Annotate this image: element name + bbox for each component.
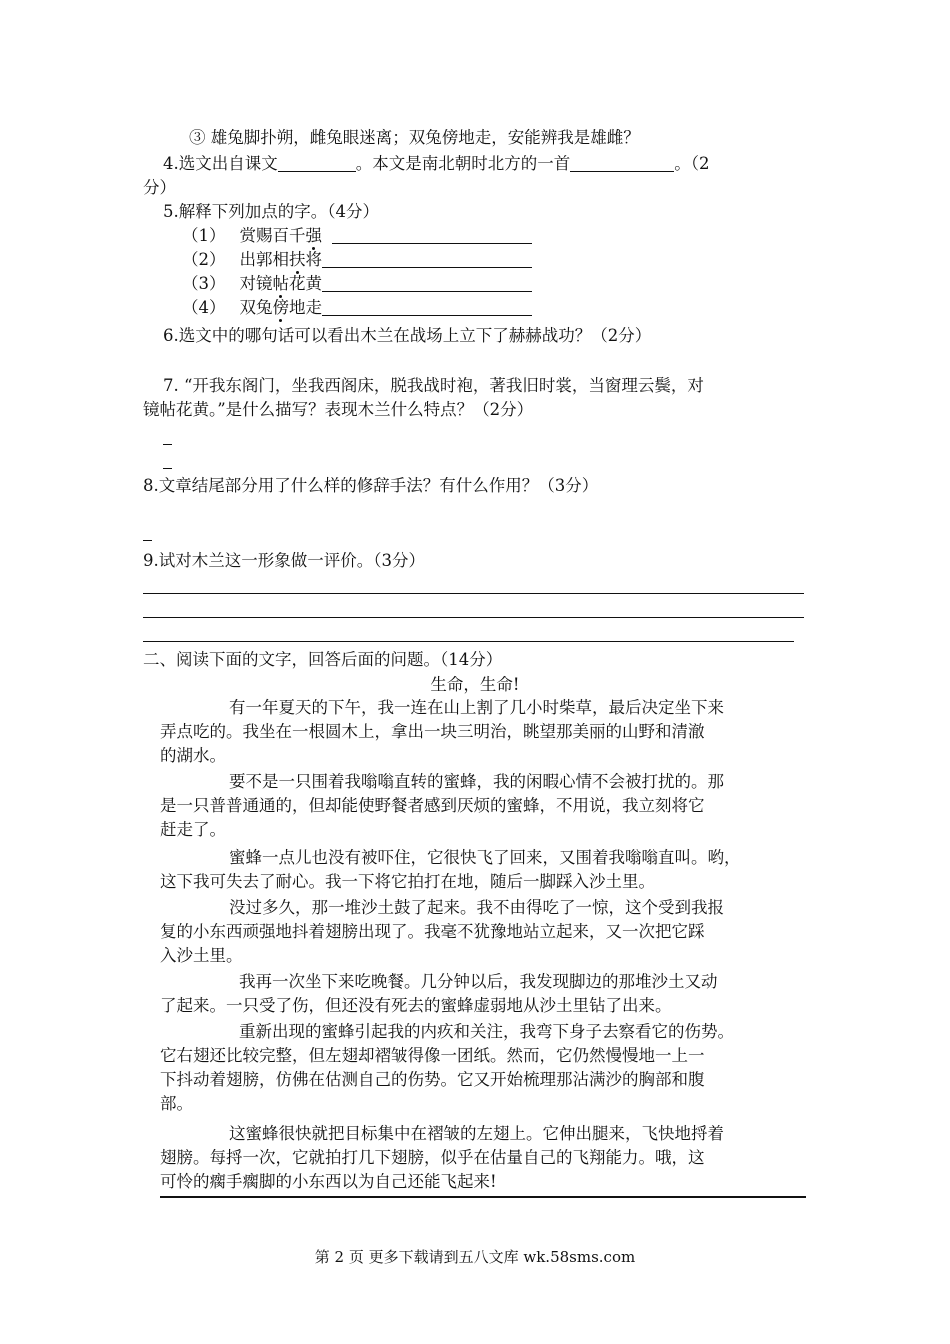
page-footer: 第 2 页 更多下载请到五八文库 wk.58sms.com — [314, 1248, 636, 1266]
q9-question: 9.试对木兰这一形象做一评价。（3分） — [143, 551, 425, 570]
answer-blank[interactable] — [322, 299, 532, 316]
dotted-char: 扶 — [289, 250, 306, 269]
passage-line: 我再一次坐下来吃晚餐。几分钟以后，我发现脚边的那堆沙土又动 — [239, 972, 718, 991]
q7-line-2: 镜帖花黄。”是什么描写？表现木兰什么特点？（2分） — [143, 400, 534, 419]
q7-line-1: 7. “开我东阁门，坐我西阁床，脱我战时袍，著我旧时裳，当窗理云鬓，对 — [163, 376, 704, 395]
q4-text-a: 4.选文出自课文 — [163, 154, 278, 173]
answer-blank[interactable] — [322, 275, 532, 292]
item-text: 地走 — [289, 298, 322, 317]
q5-item-1 — [182, 225, 532, 247]
answer-line[interactable] — [143, 593, 804, 594]
answer-blank[interactable] — [570, 155, 674, 172]
passage-line: 可怜的瘸手瘸脚的小东西以为自己还能飞起来! — [160, 1172, 497, 1191]
answer-dash — [163, 444, 172, 445]
q3-quote-line: ③ 雄兔脚扑朔，雌兔眼迷离；双兔傍地走，安能辨我是雄雌？ — [189, 128, 640, 147]
answer-blank[interactable] — [322, 251, 532, 268]
item-number: （4） — [182, 298, 226, 317]
passage-line: 有一年夏天的下午，我一连在山上割了几小时柴草，最后决定坐下来 — [229, 698, 724, 717]
q4-line — [163, 153, 710, 175]
q8-question: 8.文章结尾部分用了什么样的修辞手法？有什么作用？（3分） — [143, 476, 599, 495]
passage-line: 这下我可失去了耐心。我一下将它拍打在地，随后一脚踩入沙土里。 — [160, 872, 655, 891]
answer-blank[interactable] — [278, 155, 356, 172]
passage-line: 部。 — [160, 1094, 193, 1113]
answer-line[interactable] — [143, 641, 794, 642]
page-bottom-rule — [160, 1196, 806, 1198]
passage-line: 蜜蜂一点儿也没有被吓住，它很快飞了回来，又围着我嗡嗡直叫。哟， — [229, 848, 741, 867]
item-text: 双兔 — [239, 298, 273, 317]
answer-dash — [163, 468, 172, 469]
q4-text-b: 。本文是南北朝时北方的一首 — [355, 154, 571, 173]
passage-line: 翅膀。每捋一次，它就拍打几下翅膀，似乎在估量自己的飞翔能力。哦，这 — [160, 1148, 705, 1167]
item-text: 出郭相 — [239, 250, 289, 269]
passage-line: 重新出现的蜜蜂引起我的内疚和关注，我弯下身子去察看它的伤势。 — [239, 1022, 734, 1041]
q4-text-c: 。（2 — [674, 154, 710, 173]
passage-line: 弄点吃的。我坐在一根圆木上，拿出一块三明治，眺望那美丽的山野和清澈 — [160, 722, 705, 741]
answer-dash — [143, 540, 152, 541]
dotted-char: 强 — [305, 226, 322, 245]
passage-line: 了起来。一只受了伤，但还没有死去的蜜蜂虚弱地从沙土里钻了出来。 — [160, 996, 672, 1015]
q5-item-2 — [182, 249, 532, 271]
item-number: （1） — [182, 226, 226, 245]
passage-line: 这蜜蜂很快就把目标集中在褶皱的左翅上。它伸出腿来，飞快地捋着 — [229, 1124, 724, 1143]
passage-line: 没过多久，那一堆沙土鼓了起来。我不由得吃了一惊，这个受到我报 — [229, 898, 724, 917]
answer-blank[interactable] — [332, 227, 532, 244]
dotted-char: 傍 — [272, 298, 289, 317]
q5-item-4 — [182, 297, 532, 319]
passage-line: 下抖动着翅膀，仿佛在估测自己的伤势。它又开始梳理那沾满沙的胸部和腹 — [160, 1070, 705, 1089]
item-text: 花黄 — [289, 274, 322, 293]
q4-line-2: 分） — [143, 178, 176, 197]
item-number: （2） — [182, 250, 226, 269]
passage-line: 的湖水。 — [160, 746, 226, 765]
passage-line: 赶走了。 — [160, 820, 226, 839]
passage-line: 它右翅还比较完整，但左翅却褶皱得像一团纸。然而，它仍然慢慢地一上一 — [160, 1046, 705, 1065]
answer-line[interactable] — [143, 617, 804, 618]
passage-line: 是一只普普通通的，但却能使野餐者感到厌烦的蜜蜂，不用说，我立刻将它 — [160, 796, 705, 815]
passage-title: 生命，生命! — [430, 675, 520, 694]
item-text: 将 — [305, 250, 322, 269]
passage-line: 要不是一只围着我嗡嗡直转的蜜蜂，我的闲暇心情不会被打扰的。那 — [229, 772, 724, 791]
dotted-char: 帖 — [272, 274, 289, 293]
q5-item-3 — [182, 273, 532, 295]
item-text: 对镜 — [239, 274, 273, 293]
q5-title: 5.解释下列加点的字。（4分） — [163, 202, 379, 221]
q6-question: 6.选文中的哪句话可以看出木兰在战场上立下了赫赫战功？（2分） — [163, 326, 652, 345]
passage-line: 入沙土里。 — [160, 946, 243, 965]
section-2-header: 二、阅读下面的文字，回答后面的问题。（14分） — [143, 650, 503, 669]
passage-line: 复的小东西顽强地抖着翅膀出现了。我毫不犹豫地站立起来，又一次把它踩 — [160, 922, 705, 941]
item-text: 赏赐百千 — [239, 226, 306, 245]
item-number: （3） — [182, 274, 226, 293]
